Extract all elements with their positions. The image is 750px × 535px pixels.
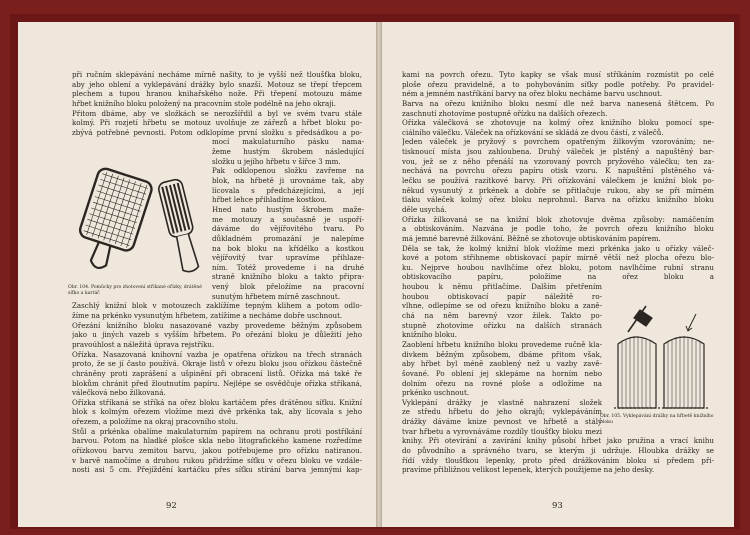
right-wrap-text-line: aby hřbet byl méně zaoblený než u vazby zavě- xyxy=(402,359,602,369)
left-text-line: zbývá potřebné pevnosti. Potom odklopíme první složku s předsádkou a po- xyxy=(72,127,362,137)
left-wrap-text-line: hřbet lehce přihladíme kostkou. xyxy=(212,195,327,205)
left-wrap-text-line: na bok bloku na křídélko a kostkou xyxy=(212,243,364,253)
figure-105 xyxy=(600,304,718,436)
right-text-line: Jeden váleček je pryžový s povrchem opatřeným žilkovým vzorováním; ne- xyxy=(402,137,714,147)
left-text-line: Stůl a prkénka obalíme makulaturním papírem na ochranu proti postříkání xyxy=(72,426,362,436)
left-text-line: válečková nebo žilkovaná. xyxy=(72,388,166,398)
left-wrap-text-line: me motouzy a současně je uspoří- xyxy=(212,214,364,224)
page-number-left: 92 xyxy=(166,501,177,511)
right-text-line: má jemné barevné žilkování. Běžně se zhotovuje obtiskováním papírem. xyxy=(402,233,661,243)
left-text-line: proto, že se jí často používá. Okraje listů v ořezu bloku jsou ořízkou částečně xyxy=(72,359,362,369)
right-text-line: ném a jemném nastříkání barvy na ořez bloku necháme barvu uschnout. xyxy=(402,89,663,99)
right-text-line: Ořízka válečková se zhotovuje na kolmý ořez knižního bloku pomocí spe- xyxy=(402,118,714,128)
left-text-line: Zaschlý knižní blok v motouzech zaklížíme tepným klihem a potom odlo- xyxy=(72,301,362,311)
right-text-line: pravíme přibližnou velikost lepenek, kterých použijeme na jeho desky. xyxy=(402,465,655,475)
right-wrap-text-line: Zaoblení hřbetu knižního bloku provedeme ručně kla- xyxy=(402,339,602,349)
page-number-right: 93 xyxy=(552,501,563,511)
right-text-line: a obtiskováním. Nazvána je podle toho, že povrch ořezu knižního bloku xyxy=(402,224,714,234)
left-text-line: Ořízka. Nasazovaná knihovní vazba je opatřena ořízkou na třech stranách xyxy=(72,349,362,359)
left-wrap-text-line: blok, na hřbetě ji urovnáme tak, aby xyxy=(212,176,364,186)
book-spread xyxy=(10,14,740,529)
right-text-line: Ořízka žilkovaná se na knižní blok zhotovuje dvěma způsoby: namáčením xyxy=(402,214,714,224)
left-wrap-text-line: Hned nato hustým škrobem maže- xyxy=(212,204,364,214)
left-text-line: jako u jiných vazeb s vyšším hřbetem. Po ořezání bloku je důležití jeho xyxy=(72,330,362,340)
left-wrap-text-line: žeme hustým škrobem následující xyxy=(212,147,364,157)
left-wrap-text-line: složku u jejího hřbetu v šířce 3 mm. xyxy=(212,156,341,166)
left-wrap-text-line: důkladném promazání je nalepíme xyxy=(212,233,364,243)
right-text-line: ploše ořezu pravidelně, a to pohybováním síťky podle potřeby. Po pravidel- xyxy=(402,79,714,89)
left-text-line: aby jeho oblení a vyklepávání drážky bylo snazší. Motouz se třepí třepcem xyxy=(72,79,362,89)
right-text-line: vou, jež se z něho přenáší na vzorovaný povrch pryžového válečku; ten za- xyxy=(402,156,714,166)
right-wrap-text-line: prkénko uschnout. xyxy=(402,388,470,398)
left-wrap-text-line: Pak odklopenou složku zavřeme na xyxy=(212,166,364,176)
right-text-line: kami na povrch ořezu. Tyto kapky se však musí stříkáním rozmístit po celé xyxy=(402,70,714,79)
groove-hammering-illustration xyxy=(600,304,718,412)
right-wrap-text-line: divkem běžným způsobem, dbáme přitom však, xyxy=(402,349,602,359)
left-wrap-text-line: ním. Totéž provedeme i na druhé xyxy=(212,262,364,272)
right-text-line: řídí vždy tloušťkou lepenky, proto před drážkováním bloku si předem při- xyxy=(402,455,714,465)
right-text-line: Děla se tak, že kolmý knižní blok vložíme mezi prkénka jako u ořízky váleč- xyxy=(402,243,714,253)
right-text-line: lečku se používá razítkové barvy. Při ořízkování válečkem je knižní blok po- xyxy=(402,176,714,186)
right-wrap-text-line: ze středu hřbetu do jeho okrajů; vyklepáváním xyxy=(402,407,602,417)
right-text-line: děle usychá. xyxy=(402,204,447,214)
left-text-line: v barvě namočíme a druhou rukou přidržíme síťku v ořezu bloku ve vzdále- xyxy=(72,455,362,465)
left-text-line: blok s kolmým ořezem vložíme mezi dvě prkénka tak, aby lícovala s jeho xyxy=(72,407,362,417)
left-wrap-text-line: sunutým hřbetem mírně zaschnout. xyxy=(212,291,340,301)
right-text-line: tisknoucí místa jsou zahloubena. Druhý váleček je plstěný a napuštěný bar- xyxy=(402,147,714,157)
left-text-line: kolmý. Při rozjetí hřbetu se motouz uvolňuje ze zářezů a hřbet bloku po- xyxy=(72,118,362,128)
left-text-line: blokům chránit před žloutnutím papíru. Nejlépe se osvědčuje ořízka stříkaná, xyxy=(72,378,362,388)
right-text-line: kové a potom střihneme obtiskovací papír mírně větší než plocha ořezu blo- xyxy=(402,253,714,263)
left-text-line: žíme na prkénko vysunutým hřbetem, zatížíme a necháme dobře uschnout. xyxy=(72,311,343,321)
right-text-line: nechává na povrchu ořezu papíru otisk vzoru. K napuštění plstěného vá- xyxy=(402,166,714,176)
figure-104 xyxy=(68,165,208,297)
left-text-line: při ručním sklepávání necháme mírně našity, to je vyšší než tloušťka bloku, xyxy=(72,70,362,79)
left-text-line: barvou. Potom na hladké plošce skla nebo litografického kamene rozředíme xyxy=(72,436,362,446)
right-wrap-text-line: knižního bloku. xyxy=(402,330,458,340)
left-text-line: hřbet knižního bloku položený na pracovním stole podélně na jeho okraji. xyxy=(72,98,336,108)
figure-105-caption: Obr. 105. Vyklepávání drážky na hřbetě knižního bloku xyxy=(600,414,714,425)
figure-104-caption: Obr. 104. Pomůcky pro zhotovení stříkané ořízky, drátěné síťko a kartáč xyxy=(68,285,202,296)
left-text-line: chráněny proti zaprášení a ušpinění při obracení listů. Ořízka má také ře xyxy=(72,368,362,378)
left-text-line: Ořezání knižního bloku nasazované vazby provedeme běžným způsobem xyxy=(72,320,362,330)
left-wrap-text-line: vějířovitý tvar upravíme přihlaze- xyxy=(212,253,364,263)
right-text-line: knihy. Při otevírání a zavírání knihy působí hřbet jako pružina a vrací knihu xyxy=(402,436,714,446)
right-text-line: ku. Nejprve houbou navlhčíme ořez bloku, potom navlhčíme rubní stranu xyxy=(402,262,714,272)
right-text-line: do původního a správného tvaru, se kterým ji udržuje. Hloubka drážky se xyxy=(402,445,714,455)
right-text-line: Barva na ořezu knižního bloku nesmí dle než barva nanesená štětcem. Po xyxy=(402,98,714,108)
right-wrap-text-line: chá na něm barevný vzor žilek. Takto po- xyxy=(402,311,602,321)
left-text-line: nosti asi 5 cm. Přejíždění kartáčku přes síťku stírání barva jemnými kap- xyxy=(72,465,362,475)
right-text-line: obtiskovacího papíru, položíme na ořez bloku a xyxy=(402,272,714,282)
right-text-line: tlaku váleček kolmý ořez bloku neprohnul. Barva na ořízku knižního bloku xyxy=(402,195,714,205)
left-wrap-text-line: straně knižního bloku a takto připra- xyxy=(212,272,364,282)
left-wrap-text-line: lícovala s předcházejícími, a její xyxy=(212,185,364,195)
left-text-line: ořízkovou barvu zemitou barvu, jakou potřebujeme pro ořízku natiranou. xyxy=(72,445,362,455)
left-text-line: Ořízka stříkaná se stříká na ořez bloku kartáčem přes drátěnou síťku. Knižní xyxy=(72,397,362,407)
brush-and-sieve-illustration xyxy=(68,165,208,283)
right-text-line: ciálního válečku. Váleček na ořízkování se skládá ze dvou částí, z válečů. xyxy=(402,127,664,137)
right-text-line: někud vysunutý z prkének a dobře se přitlačuje rukou, aby se při mírném xyxy=(402,185,714,195)
left-wrap-text-line: vený blok přeložíme na pracovní xyxy=(212,282,364,292)
right-wrap-text-line: dolním ořezu na rovné ploše a odložíme na xyxy=(402,378,602,388)
right-wrap-text-line: šované. Po oblení jej sklepáme na horním nebo xyxy=(402,368,602,378)
right-wrap-text-line: Vyklepání drážky je vlastně nahrazení složek xyxy=(402,397,602,407)
right-wrap-text-line: vlhne, odlepíme se od ořezu knižního bloku a zaně- xyxy=(402,301,602,311)
right-wrap-text-line: tvar hřbetu a vyrovnáváme rozdíly tloušťky bloku mezi xyxy=(402,426,602,436)
left-wrap-text-line: mocí makulaturního pásku nama- xyxy=(212,137,364,147)
left-wrap-text-line: dáváme do vějířovitého tvaru. Po xyxy=(212,224,364,234)
left-text-line: pravoúhlost a náležitá úprava rejstříku. xyxy=(72,339,215,349)
left-text-line: ořezem, a položíme na okraj pracovního stolu. xyxy=(72,417,238,427)
right-page xyxy=(382,22,734,527)
right-wrap-text-line: stupně zhotovíme ořízku na dalších stranách xyxy=(402,320,602,330)
right-text-line: zaschnutí zhotovíme postupně ořízku na dalších ořezech. xyxy=(402,108,608,118)
left-text-line: Přitom dbáme, aby ve složkách se nerozšířdil a byl ve svém tvaru stále xyxy=(72,108,362,118)
right-wrap-text-line: houbou obtiskovací papír náležitě ro- xyxy=(402,291,602,301)
right-wrap-text-line: houbou k němu přitlačíme. Dalším přetřením xyxy=(402,282,602,292)
left-page xyxy=(18,22,376,527)
left-text-line: plechem a tupou hranou knihařského nože. Při třepení motouzu máme xyxy=(72,89,362,99)
right-wrap-text-line: drážky dáváme knize pevnost ve hřbetě a stálý xyxy=(402,417,602,427)
